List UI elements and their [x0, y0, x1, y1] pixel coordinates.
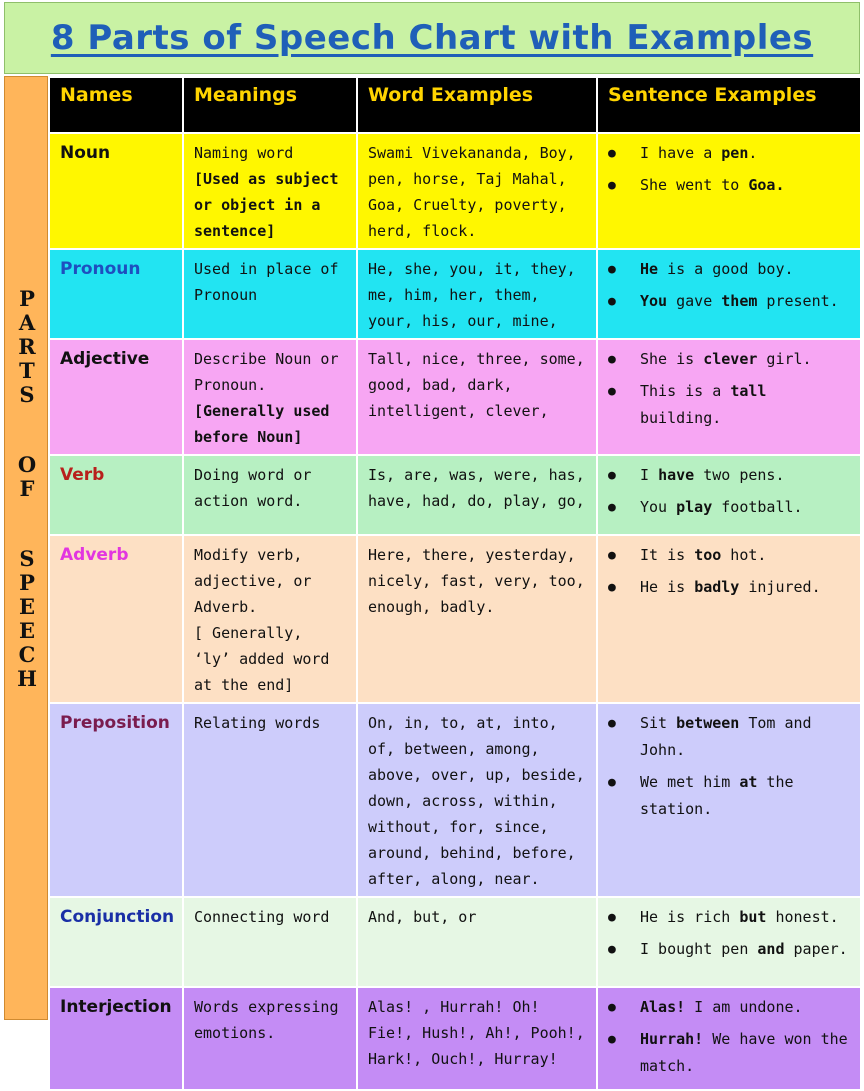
highlighted-word: clever	[703, 350, 758, 368]
sentence-text: gave	[667, 292, 722, 310]
part-name: Preposition	[49, 703, 183, 897]
meaning-text: Connecting word	[194, 908, 330, 926]
side-label-letter: F	[19, 476, 35, 501]
title-banner	[4, 2, 860, 74]
sentence-example	[640, 288, 850, 315]
parts-of-speech-table	[48, 76, 862, 1091]
meaning-cell	[183, 897, 357, 987]
highlighted-word: and	[757, 940, 785, 958]
sentence-examples-cell	[597, 249, 861, 339]
sentence-list	[608, 994, 850, 1080]
sentence-list	[608, 542, 850, 601]
sentence-example	[640, 140, 850, 167]
sentence-example	[640, 1026, 850, 1080]
sentence-examples-cell	[597, 987, 861, 1090]
part-name: Adjective	[49, 339, 183, 455]
sentence-text: We met him	[640, 773, 740, 791]
part-name: Noun	[49, 133, 183, 249]
sentence-example	[640, 494, 850, 521]
word-examples-cell: Is, are, was, were, has, have, had, do, play, go,	[357, 455, 597, 535]
highlighted-word: pen	[721, 144, 749, 162]
side-label-letter: O	[17, 452, 37, 477]
side-label-letter: P	[19, 570, 35, 595]
table-row	[49, 703, 861, 897]
sentence-list	[608, 140, 850, 199]
highlighted-word: between	[676, 714, 740, 732]
sentence-text: present.	[757, 292, 839, 310]
highlighted-word: You	[640, 292, 668, 310]
sentence-example	[640, 378, 850, 432]
word-examples-cell: Tall, nice, three, some, good, bad, dark, intelligent, clever,	[357, 339, 597, 455]
highlighted-word: them	[721, 292, 758, 310]
meaning-text: Words expressing emotions.	[194, 998, 339, 1042]
sentence-examples-cell	[597, 455, 861, 535]
header-sentence-examples: Sentence Examples	[597, 77, 861, 133]
highlighted-word: at	[739, 773, 758, 791]
highlighted-word: Alas!	[640, 998, 686, 1016]
side-label-letter: S	[19, 382, 35, 407]
sentence-text: injured.	[739, 578, 821, 596]
sentence-text: He is rich	[640, 908, 740, 926]
meaning-note: [Generally used before Noun]	[194, 402, 330, 446]
word-examples-cell: Alas! , Hurrah! Oh! Fie!, Hush!, Ah!, Pooh!, Hark!, Ouch!, Hurray!	[357, 987, 597, 1090]
highlighted-word: badly	[694, 578, 740, 596]
sentence-example	[640, 904, 850, 931]
sentence-text: She is	[640, 350, 704, 368]
highlighted-word: He	[640, 260, 659, 278]
sentence-list	[608, 256, 850, 315]
sentence-text: two pens.	[694, 466, 785, 484]
meaning-text: Naming word	[194, 144, 294, 162]
sentence-text: .	[748, 144, 758, 162]
word-examples-cell: Here, there, yesterday, nicely, fast, very, too, enough, badly.	[357, 535, 597, 703]
meaning-text: Modify verb, adjective, or Adverb.	[194, 546, 312, 616]
sentence-text: He is	[640, 578, 695, 596]
meaning-note: [Used as subject or object in a sentence]	[194, 170, 339, 240]
header-row	[49, 77, 861, 133]
header-meanings: Meanings	[183, 77, 357, 133]
table-row	[49, 249, 861, 339]
highlighted-word: but	[739, 908, 767, 926]
sentence-text: paper.	[784, 940, 848, 958]
sentence-text: the station.	[640, 773, 794, 818]
sentence-example	[640, 574, 850, 601]
highlighted-word: play	[676, 498, 713, 516]
sentence-example	[640, 936, 850, 963]
sentence-example	[640, 710, 850, 764]
side-label-letter: T	[19, 358, 35, 383]
part-name: Conjunction	[49, 897, 183, 987]
sentence-text: I am undone.	[685, 998, 803, 1016]
header-word-examples: Word Examples	[357, 77, 597, 133]
sentence-example	[640, 256, 850, 283]
sentence-text: It is	[640, 546, 695, 564]
sentence-text: We have won the match.	[640, 1030, 848, 1075]
sentence-text: Tom and John.	[640, 714, 812, 759]
side-label-letter: A	[18, 310, 36, 335]
meaning-text: Describe Noun or Pronoun.	[194, 350, 339, 394]
word-examples-cell: And, but, or	[357, 897, 597, 987]
sentence-list	[608, 904, 850, 963]
sentence-example	[640, 346, 850, 373]
meaning-text: Used in place of Pronoun	[194, 260, 339, 304]
highlighted-word: tall	[730, 382, 767, 400]
meaning-cell	[183, 339, 357, 455]
sentence-text: honest.	[766, 908, 839, 926]
sentence-text: I	[640, 466, 659, 484]
meaning-cell	[183, 987, 357, 1090]
header-names: Names	[49, 77, 183, 133]
sentence-example	[640, 462, 850, 489]
word-examples-cell: Swami Vivekananda, Boy, pen, horse, Taj Mahal, Goa, Cruelty, poverty, herd, flock.	[357, 133, 597, 249]
highlighted-word: Goa.	[748, 176, 785, 194]
table-row	[49, 339, 861, 455]
meaning-cell	[183, 703, 357, 897]
sentence-list	[608, 710, 850, 823]
sentence-list	[608, 346, 850, 432]
page-title: 8 Parts of Speech Chart with Examples	[50, 18, 814, 58]
side-label-letter: R	[18, 334, 36, 359]
side-label-letter: H	[17, 666, 37, 691]
part-name: Interjection	[49, 987, 183, 1090]
sentence-examples-cell	[597, 535, 861, 703]
side-label-bar	[4, 76, 48, 1020]
table-row	[49, 133, 861, 249]
sentence-text: She went to	[640, 176, 749, 194]
table-row	[49, 897, 861, 987]
side-label-letter: P	[19, 286, 35, 311]
sentence-list	[608, 462, 850, 521]
part-name: Pronoun	[49, 249, 183, 339]
sentence-example	[640, 542, 850, 569]
side-label-letter: C	[18, 642, 36, 667]
sentence-examples-cell	[597, 897, 861, 987]
sentence-text: You	[640, 498, 677, 516]
highlighted-word: too	[694, 546, 722, 564]
meaning-note: [ Generally, ‘ly’ added word at the end]	[194, 624, 330, 694]
side-label-letter: S	[19, 546, 35, 571]
sentence-text: building.	[640, 409, 722, 427]
sentence-examples-cell	[597, 133, 861, 249]
table-row	[49, 455, 861, 535]
part-name: Adverb	[49, 535, 183, 703]
sentence-text: football.	[712, 498, 803, 516]
sentence-examples-cell	[597, 339, 861, 455]
side-label-letter: E	[18, 618, 35, 643]
meaning-text: Doing word or action word.	[194, 466, 312, 510]
meaning-cell	[183, 249, 357, 339]
sentence-text: Sit	[640, 714, 677, 732]
sentence-example	[640, 172, 850, 199]
sentence-text: hot.	[721, 546, 767, 564]
table-row	[49, 987, 861, 1090]
sentence-examples-cell	[597, 703, 861, 897]
sentence-text: girl.	[757, 350, 812, 368]
sentence-example	[640, 769, 850, 823]
meaning-text: Relating words	[194, 714, 321, 732]
highlighted-word: have	[658, 466, 695, 484]
meaning-cell	[183, 455, 357, 535]
part-name: Verb	[49, 455, 183, 535]
side-label-letter: E	[18, 594, 35, 619]
table-row	[49, 535, 861, 703]
meaning-cell	[183, 133, 357, 249]
highlighted-word: Hurrah!	[640, 1030, 704, 1048]
sentence-text: I bought pen	[640, 940, 758, 958]
sentence-text: I have a	[640, 144, 722, 162]
word-examples-cell: On, in, to, at, into, of, between, among, above, over, up, beside, down, across, within, without, for, since, around, behind, before, after, along, near.	[357, 703, 597, 897]
sentence-example	[640, 994, 850, 1021]
word-examples-cell: He, she, you, it, they, me, him, her, them, your, his, our, mine,	[357, 249, 597, 339]
sentence-text: is a good boy.	[658, 260, 794, 278]
sentence-text: This is a	[640, 382, 731, 400]
meaning-cell	[183, 535, 357, 703]
